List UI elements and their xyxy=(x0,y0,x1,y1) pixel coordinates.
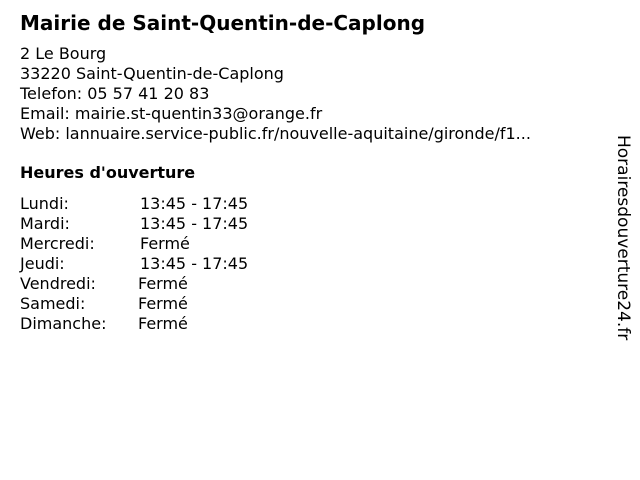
time-value: 13:45 - 17:45 xyxy=(140,254,249,273)
day-label: Samedi: xyxy=(20,294,86,313)
opening-hours-table xyxy=(20,194,320,334)
day-label: Dimanche: xyxy=(20,314,107,333)
day-label: Vendredi: xyxy=(20,274,96,293)
page-title: Mairie de Saint-Quentin-de-Caplong xyxy=(20,11,426,35)
time-value: Fermé xyxy=(138,314,188,333)
email-line: Email: mairie.st-quentin33@orange.fr xyxy=(20,104,323,123)
hours-heading: Heures d'ouverture xyxy=(20,163,196,182)
street-address: 2 Le Bourg xyxy=(20,44,107,63)
city-address: 33220 Saint-Quentin-de-Caplong xyxy=(20,64,284,83)
web-line: Web: lannuaire.service-public.fr/nouvelle-aquitaine/gironde/f1... xyxy=(20,124,531,143)
hours-row-saturday xyxy=(20,294,320,314)
hours-row-friday xyxy=(20,274,320,294)
site-watermark: Horairesdouverture24.fr xyxy=(613,135,633,341)
day-label: Lundi: xyxy=(20,194,69,213)
time-value: Fermé xyxy=(140,234,190,253)
time-value: Fermé xyxy=(138,294,188,313)
hours-row-monday xyxy=(20,194,320,214)
phone-line: Telefon: 05 57 41 20 83 xyxy=(20,84,210,103)
hours-row-tuesday xyxy=(20,214,320,234)
day-label: Mardi: xyxy=(20,214,70,233)
day-label: Jeudi: xyxy=(20,254,65,273)
day-label: Mercredi: xyxy=(20,234,95,253)
hours-row-sunday xyxy=(20,314,320,334)
time-value: Fermé xyxy=(138,274,188,293)
hours-row-thursday xyxy=(20,254,320,274)
time-value: 13:45 - 17:45 xyxy=(140,194,249,213)
address-block xyxy=(20,44,531,144)
hours-row-wednesday xyxy=(20,234,320,254)
time-value: 13:45 - 17:45 xyxy=(140,214,249,233)
